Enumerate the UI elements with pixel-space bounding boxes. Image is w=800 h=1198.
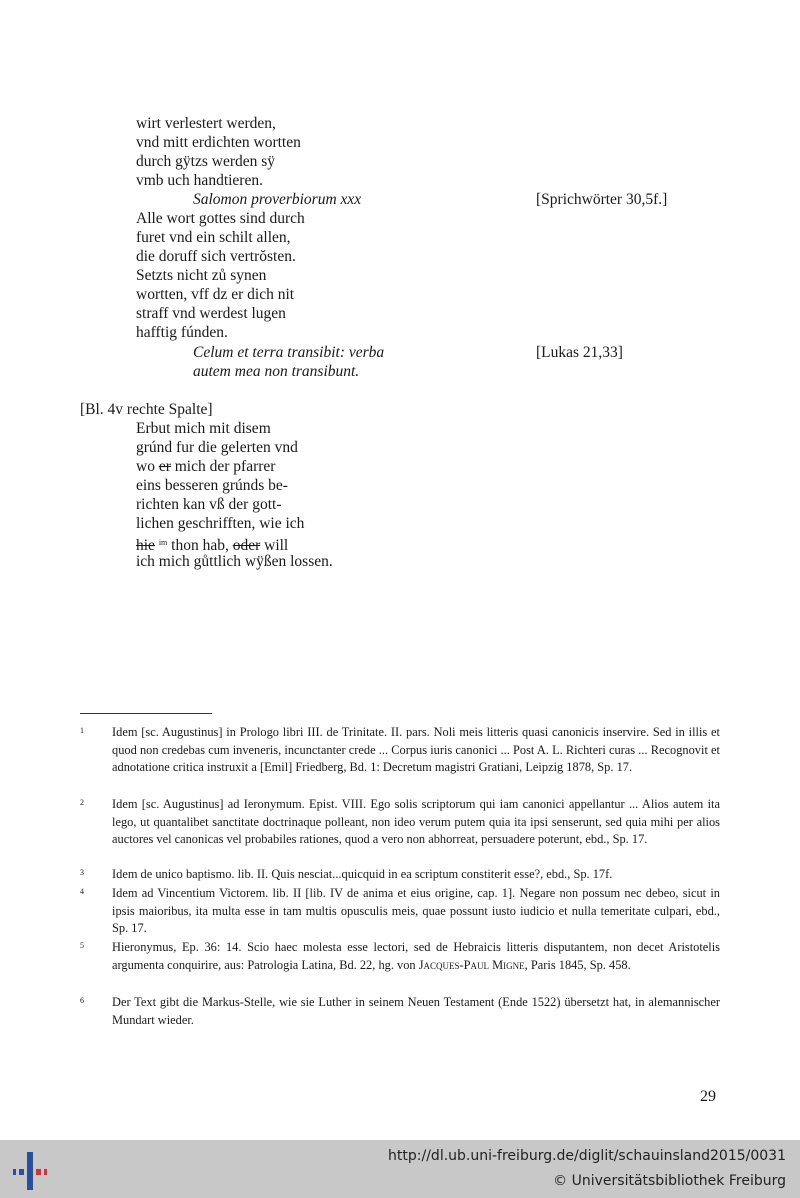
verse-line: furet vnd ein schilt allen,	[136, 229, 291, 246]
document-url-link[interactable]: http://dl.ub.uni-freiburg.de/diglit/schauinsland2015/0031	[388, 1148, 786, 1164]
footnote	[80, 994, 720, 1029]
footnote	[80, 724, 720, 777]
verse-text: will	[260, 537, 289, 554]
footnote-text: Der Text gibt die Markus-Stelle, wie sie Luther in seinem Neuen Testament (Ende 1522) übersetzt hat, in alemannischer Mundart wieder.	[112, 995, 720, 1027]
verse-line: Erbut mich mit disem	[136, 420, 271, 437]
footnote	[80, 796, 720, 849]
verse-line: vnd mitt erdichten wortten	[136, 134, 301, 151]
verse-line: Setzts nicht zů synen	[136, 267, 267, 284]
footnote-number: 6	[80, 996, 84, 1005]
verse-line	[136, 457, 275, 476]
ub-freiburg-logo-icon[interactable]	[10, 1150, 50, 1192]
verse-line: grúnd fur die gelerten vnd	[136, 439, 298, 456]
verse-line: lichen geschrifften, wie ich	[136, 515, 305, 532]
footnote-text: Idem ad Vincentium Victorem. lib. II [lib. IV de anima et eius origine, cap. 1]. Negare non possum nec debeo, sicut in ipsis maioribus, ita multa esse in tam multis opusculis meis, quae possunt iusto iudicio et nulla temeritate culpari, ebd., Sp. 17.	[112, 886, 720, 935]
struck-word: oder	[232, 537, 261, 554]
verse-line: eins besseren grúnds be-	[136, 477, 288, 494]
verse-line: wirt verlestert werden,	[136, 115, 276, 132]
latin-citation: Salomon proverbiorum xxx	[193, 191, 362, 208]
footnote-text: Idem de unico baptismo. lib. II. Quis nesciat...quicquid in ea scriptum constiterit esse?, ebd., Sp. 17f.	[112, 867, 613, 881]
footnote-number: 2	[80, 798, 84, 807]
footnote-number: 3	[80, 868, 84, 877]
footnote	[80, 939, 720, 974]
section-heading: [Bl. 4v rechte Spalte]	[80, 401, 213, 418]
footnote-text: Idem [sc. Augustinus] in Prologo libri III. de Trinitate. II. pars. Noli meis litteris quasi canonicis inservire. Sed in illis et quod non credebas cum inveneris, incunctanter crede ... Corpus iuris canonici ... Post A. L. Richteri curas ... Recognovit et adnotatione critica instruxit a [Emil] Friedberg, Bd. 1: Decretum magistri Gratiani, Leipzig 1878, Sp. 17.	[112, 725, 720, 774]
author-name: Jacques-Paul Migne	[418, 957, 525, 972]
verse-line: durch gÿtzs werden sÿ	[136, 153, 276, 170]
verse-line: Alle wort gottes sind durch	[136, 210, 305, 227]
copyright-notice: © Universitätsbibliothek Freiburg	[553, 1173, 786, 1189]
footnote-text-part: Hieronymus, Ep. 36: 14. Scio haec molesta esse lectori, sed de Hebraicis litteris disputantem, non decet Aristotelis argumenta conquirire, aus: Patrologia Latina, Bd. 22, hg. von	[112, 940, 720, 972]
verse-line: vmb uch handtieren.	[136, 172, 263, 189]
footnote-number: 4	[80, 887, 84, 896]
verse-text: wo	[136, 458, 159, 475]
page-number: 29	[700, 1088, 716, 1105]
verse-line: straff vnd werdest lugen	[136, 305, 286, 322]
verse-line: ich mich gůttlich wÿßen lossen.	[136, 553, 333, 570]
superscript-insertion: im	[158, 538, 168, 547]
footnote-text-part: , Paris 1845, Sp. 458.	[524, 957, 631, 972]
footnote	[80, 885, 720, 938]
struck-word: hie	[136, 537, 155, 554]
struck-word: er	[158, 458, 171, 475]
footnote-divider	[80, 713, 212, 714]
bible-reference: [Sprichwörter 30,5f.]	[536, 191, 668, 208]
footnote-number: 1	[80, 726, 84, 735]
verse-text: thon hab,	[167, 537, 233, 554]
latin-citation: autem mea non transibunt.	[193, 363, 360, 380]
footnote-text	[112, 939, 720, 974]
verse-line: hafftig fúnden.	[136, 324, 228, 341]
library-footer-bar	[0, 1140, 800, 1198]
footnote	[80, 866, 720, 884]
footnote-number: 5	[80, 941, 84, 950]
bible-reference: [Lukas 21,33]	[536, 344, 623, 361]
verse-line: richten kan vß der gott-	[136, 496, 282, 513]
verse-text: mich der pfarrer	[170, 458, 276, 475]
footnote-text: Idem [sc. Augustinus] ad Ieronymum. Epist. VIII. Ego solis scriptorum qui iam canonici appellantur ... Alios autem ita lego, ut quantalibet sanctitate doctrinaque polleant, non ideo verum putem quia ita ipsi senserunt, sed quia mihi per alios auctores vel canonicas vel probabiles rationes, quod a vero non abhorreat, persuadere poterunt, ebd., Sp. 17.	[112, 797, 720, 846]
verse-line: die doruff sich vertrŏsten.	[136, 248, 296, 265]
verse-line: wortten, vff dz er dich nit	[136, 286, 295, 303]
latin-citation: Celum et terra transibit: verba	[193, 344, 385, 361]
